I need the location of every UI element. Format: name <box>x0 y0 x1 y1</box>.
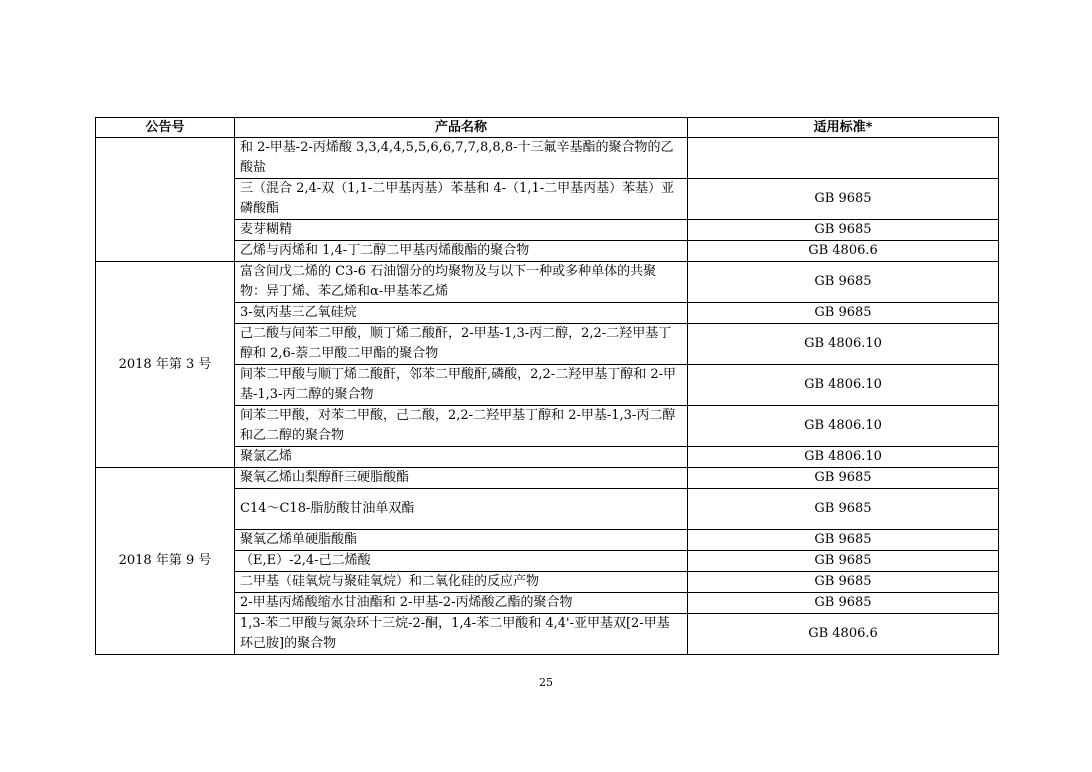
product-name-cell: 间苯二甲酸，对苯二甲酸，己二酸，2,2-二羟甲基丁醇和 2-甲基-1,3-丙二醇和乙二醇的聚合物 <box>235 406 688 447</box>
standard-cell: GB 9685 <box>688 551 999 572</box>
product-name-cell: 三（混合 2,4-双（1,1-二甲基丙基）苯基和 4-（1,1-二甲基丙基）苯基）亚磷酸酯 <box>235 179 688 220</box>
notice-number-cell: 2018 年第 9 号 <box>96 468 235 655</box>
standard-cell: GB 9685 <box>688 262 999 303</box>
standard-cell: GB 9685 <box>688 468 999 489</box>
standard-cell <box>688 138 999 179</box>
notice-cell-blank <box>96 138 235 262</box>
product-name-cell: 聚氧乙烯单硬脂酸酯 <box>235 530 688 551</box>
header-notice-number: 公告号 <box>96 118 235 138</box>
standard-cell: GB 9685 <box>688 489 999 530</box>
product-name-cell: 聚氯乙烯 <box>235 447 688 468</box>
standard-cell: GB 4806.6 <box>688 241 999 262</box>
product-name-cell: 3-氨丙基三乙氧硅烷 <box>235 303 688 324</box>
header-product-name: 产品名称 <box>235 118 688 138</box>
standard-cell: GB 4806.10 <box>688 406 999 447</box>
standard-cell: GB 4806.10 <box>688 447 999 468</box>
product-name-cell: C14～C18-脂肪酸甘油单双酯 <box>235 489 688 530</box>
product-name-cell: 间苯二甲酸与顺丁烯二酸酐，邻苯二甲酸酐,磷酸，2,2-二羟甲基丁醇和 2-甲基-1,3-丙二醇的聚合物 <box>235 365 688 406</box>
product-name-cell: 二甲基（硅氧烷与聚硅氧烷）和二氧化硅的反应产物 <box>235 572 688 593</box>
standard-cell: GB 9685 <box>688 530 999 551</box>
product-standards-table <box>95 117 999 655</box>
product-name-cell: 富含间戊二烯的 C3-6 石油馏分的均聚物及与以下一种或多种单体的共聚物：异丁烯、苯乙烯和α-甲基苯乙烯 <box>235 262 688 303</box>
page-number: 25 <box>539 676 553 689</box>
table-row <box>96 138 999 179</box>
product-name-cell: 和 2-甲基-2-丙烯酸 3,3,4,4,5,5,6,6,7,7,8,8,8-十三氟辛基酯的聚合物的乙酸盐 <box>235 138 688 179</box>
table-row <box>96 468 999 489</box>
standard-cell: GB 9685 <box>688 593 999 614</box>
standard-cell: GB 4806.10 <box>688 324 999 365</box>
header-applicable-standard: 适用标准* <box>688 118 999 138</box>
table-header-row <box>96 118 999 138</box>
standard-cell: GB 4806.6 <box>688 614 999 655</box>
product-name-cell: 己二酸与间苯二甲酸，顺丁烯二酸酐，2-甲基-1,3-丙二醇，2,2-二羟甲基丁醇和 2,6-萘二甲酸二甲酯的聚合物 <box>235 324 688 365</box>
table-row <box>96 262 999 303</box>
product-name-cell: 1,3-苯二甲酸与氮杂环十三烷-2-酮，1,4-苯二甲酸和 4,4'-亚甲基双[2-甲基环己胺]的聚合物 <box>235 614 688 655</box>
standard-cell: GB 9685 <box>688 572 999 593</box>
notice-number-cell: 2018 年第 3 号 <box>96 262 235 468</box>
product-name-cell: 乙烯与丙烯和 1,4-丁二醇二甲基丙烯酸酯的聚合物 <box>235 241 688 262</box>
standard-cell: GB 9685 <box>688 303 999 324</box>
product-name-cell: 聚氧乙烯山梨醇酐三硬脂酸酯 <box>235 468 688 489</box>
standard-cell: GB 9685 <box>688 220 999 241</box>
product-name-cell: 麦芽糊精 <box>235 220 688 241</box>
product-name-cell: 2-甲基丙烯酸缩水甘油酯和 2-甲基-2-丙烯酸乙酯的聚合物 <box>235 593 688 614</box>
standard-cell: GB 4806.10 <box>688 365 999 406</box>
standard-cell: GB 9685 <box>688 179 999 220</box>
product-name-cell: （E,E）-2,4-己二烯酸 <box>235 551 688 572</box>
